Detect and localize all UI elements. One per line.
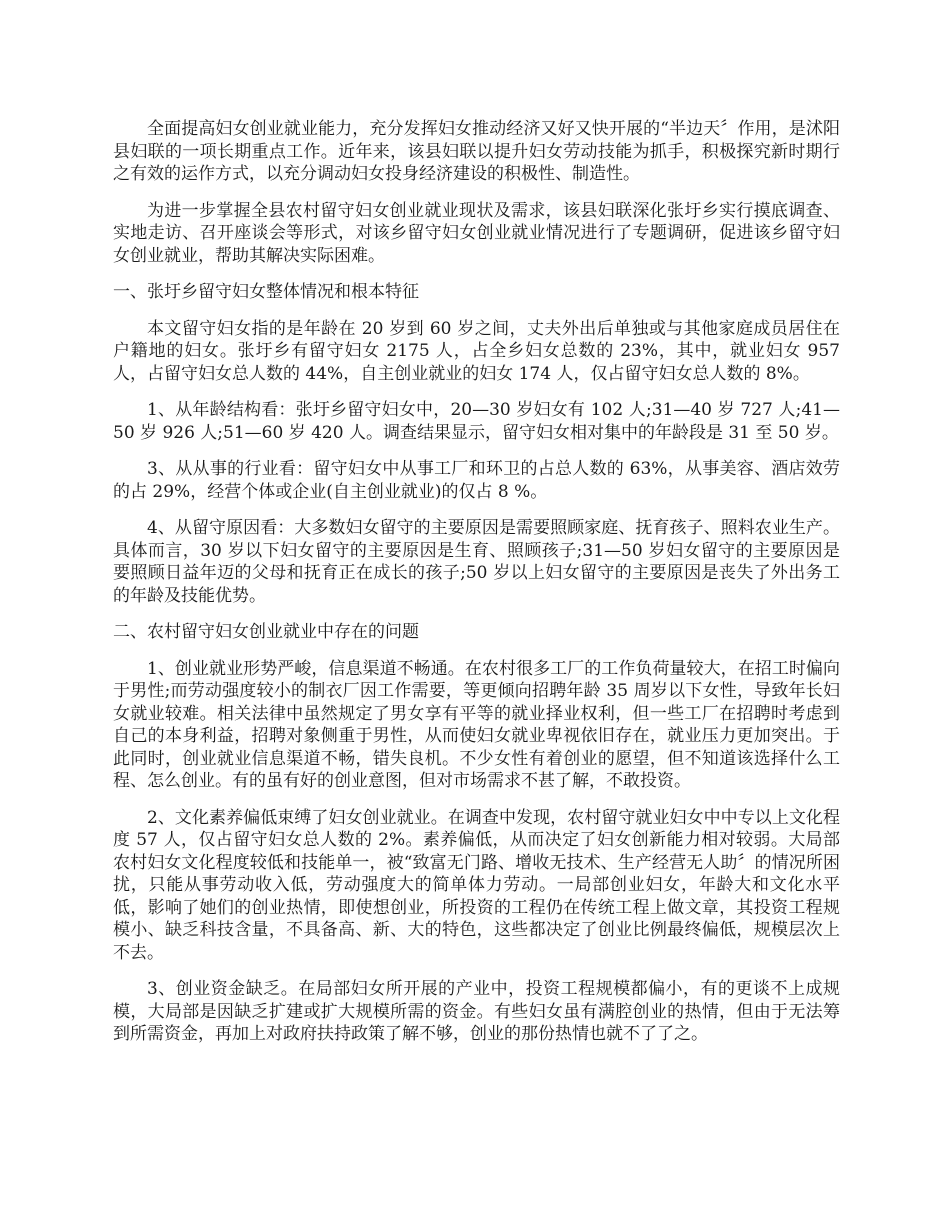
paragraph-problem-3: 3、创业资金缺乏。在局部妇女所开展的产业中，投资工程规模都偏小，有的更谈不上成规模，大局部是因缺乏扩建或扩大规模所需的资金。有些妇女虽有满腔创业的热情，但由于无法筹到所需资金，再加上对政府扶持政策了解不够，创业的那份热情也就不了了之。 — [113, 979, 840, 1044]
document-body — [113, 118, 840, 1060]
paragraph-survey-purpose: 为进一步掌握全县农村留守妇女创业就业现状及需求，该县妇联深化张圩乡实行摸底调查、实地走访、召开座谈会等形式，对该乡留守妇女创业就业情况进行了专题调研，促进该乡留守妇女创业就业，帮助其解决实际困难。 — [113, 200, 840, 266]
paragraph-definition: 本文留守妇女指的是年龄在 20 岁到 60 岁之间，丈夫外出后单独或与其他家庭成员居住在户籍地的妇女。张圩乡有留守妇女 2175 人，占全乡妇女总数的 23%，其中，就业妇女 957 人，占留守妇女总人数的 44%，自主创业就业的妇女 174 人，仅占留守妇女总人数的 8%。 — [113, 318, 840, 384]
paragraph-reasons: 4、从留守原因看：大多数妇女留守的主要原因是需要照顾家庭、抚育孩子、照料农业生产。具体而言，30 岁以下妇女留守的主要原因是生育、照顾孩子;31—50 岁妇女留守的主要原因是要照顾日益年迈的父母和抚育正在成长的孩子;50 岁以上妇女留守的主要原因是丧失了外出务工的年龄及技能优势。 — [113, 518, 840, 606]
section-heading-2: 二、农村留守妇女创业就业中存在的问题 — [113, 622, 419, 642]
paragraph-problem-2: 2、文化素养偏低束缚了妇女创业就业。在调查中发现，农村留守就业妇女中中专以上文化程度 57 人，仅占留守妇女总人数的 2%。素养偏低，从而决定了妇女创新能力相对较弱。大局部农村妇女文化程度较低和技能单一，被“致富无门路、增收无技术、生产经营无人助〞的情况所困扰，只能从事劳动收入低，劳动强度大的简单体力劳动。一局部创业妇女，年龄大和文化水平低，影响了她们的创业热情，即使想创业，所投资的工程仍在传统工程上做文章，其投资工程规模小、缺乏科技含量，不具备高、新、大的特色，这些都决定了创业比例最终偏低，规模层次上不去。 — [113, 807, 840, 963]
section-heading-1: 一、张圩乡留守妇女整体情况和根本特征 — [113, 282, 419, 302]
paragraph-problem-1: 1、创业就业形势严峻，信息渠道不畅通。在农村很多工厂的工作负荷量较大，在招工时偏向于男性;而劳动强度较小的制衣厂因工作需要，等更倾向招聘年龄 35 周岁以下女性，导致年长妇女就业较难。相关法律中虽然规定了男女享有平等的就业择业权利，但一些工厂在招聘时考虑到自己的本身利益，招聘对象侧重于男性，从而使妇女就业卑视依旧存在，就业压力更加突出。于此同时，创业就业信息渠道不畅，错失良机。不少女性有着创业的愿望，但不知道该选择什么工程、怎么创业。有的虽有好的创业意图，但对市场需求不甚了解，不敢投资。 — [113, 658, 840, 791]
paragraph-industry: 3、从从事的行业看：留守妇女中从事工厂和环卫的占总人数的 63%，从事美容、酒店效劳的占 29%，经营个体或企业(自主创业就业)的仅占 8 %。 — [113, 459, 840, 502]
paragraph-intro: 全面提高妇女创业就业能力，充分发挥妇女推动经济又好又快开展的“半边天〞作用，是沭阳县妇联的一项长期重点工作。近年来，该县妇联以提升妇女劳动技能为抓手，积极探究新时期行之有效的运作方式，以充分调动妇女投身经济建设的积极性、制造性。 — [113, 119, 840, 184]
paragraph-age-structure: 1、从年龄结构看：张圩乡留守妇女中，20—30 岁妇女有 102 人;31—40 岁 727 人;41—50 岁 926 人;51—60 岁 420 人。调查结果显示，留守妇女相对集中的年龄段是 31 至 50 岁。 — [113, 400, 840, 443]
